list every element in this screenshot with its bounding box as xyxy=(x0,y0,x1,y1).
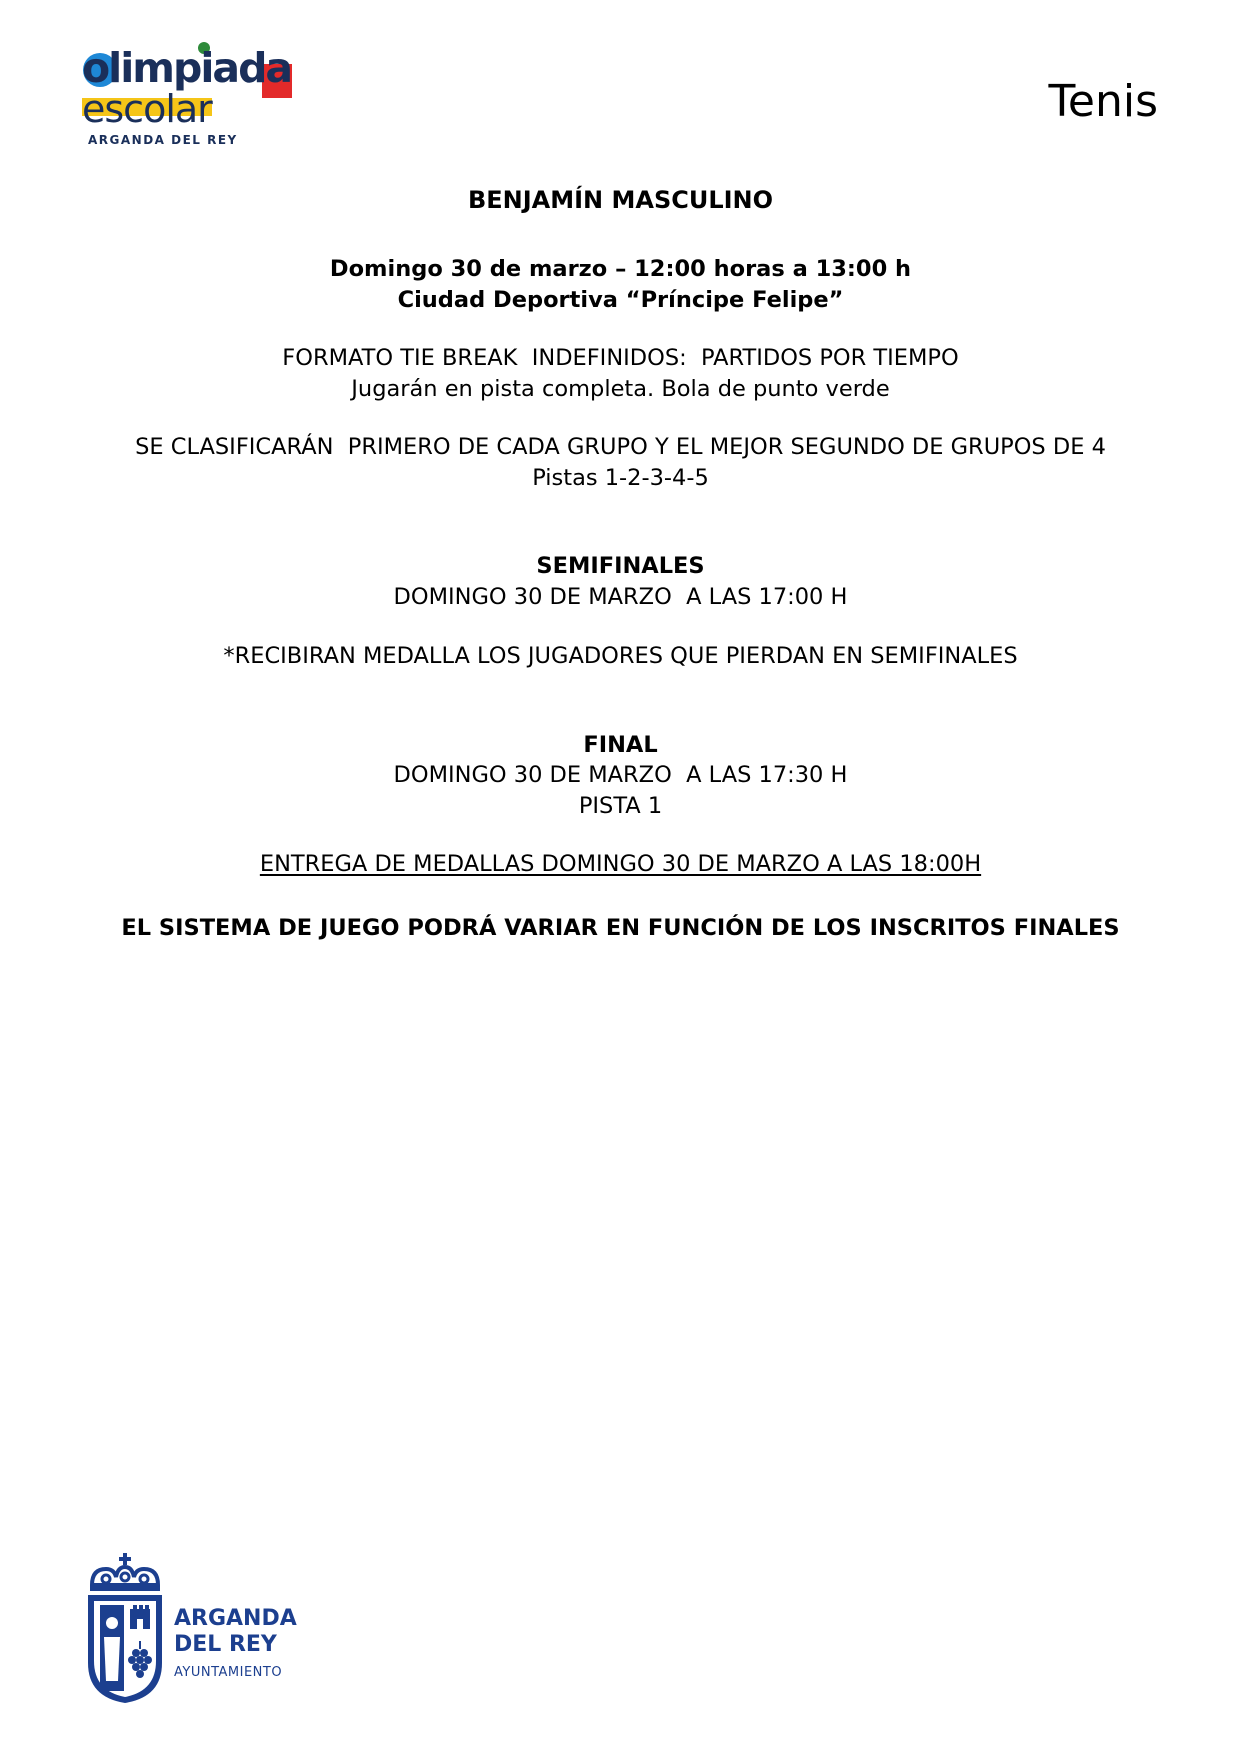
semifinals-note: *RECIBIRAN MEDALLA LOS JUGADORES QUE PIERDAN EN SEMIFINALES xyxy=(223,643,1018,669)
category-heading: BENJAMÍN MASCULINO xyxy=(467,186,774,214)
final-schedule: DOMINGO 30 DE MARZO A LAS 17:30 H xyxy=(393,762,848,788)
final-heading: FINAL xyxy=(583,732,658,758)
logo-word-escolar: escolar xyxy=(82,87,212,131)
logo-place: ARGANDA DEL REY xyxy=(88,133,238,147)
court-info-text: Jugarán en pista completa. Bola de punto verde xyxy=(351,376,890,402)
olimpiada-escolar-logo xyxy=(82,42,332,152)
medal-ceremony: ENTREGA DE MEDALLAS DOMINGO 30 DE MARZO A LAS 18:00H xyxy=(259,851,982,877)
date-time: Domingo 30 de marzo – 12:00 horas a 13:00 h xyxy=(329,256,912,282)
final-court: PISTA 1 xyxy=(578,793,663,819)
footer-logo-line2: DEL REY xyxy=(174,1632,277,1657)
semifinals-heading: SEMIFINALES xyxy=(536,553,705,579)
format-text: FORMATO TIE BREAK INDEFINIDOS: PARTIDOS POR TIEMPO xyxy=(282,345,959,371)
qualification-text: SE CLASIFICARÁN PRIMERO DE CADA GRUPO Y EL MEJOR SEGUNDO DE GRUPOS DE 4 xyxy=(135,434,1106,460)
disclaimer: EL SISTEMA DE JUEGO PODRÁ VARIAR EN FUNCIÓN DE LOS INSCRITOS FINALES xyxy=(121,915,1120,941)
ayuntamiento-logo xyxy=(86,1553,326,1703)
logo-word-olimpiada: olimpiada xyxy=(82,44,292,92)
page-title: Tenis xyxy=(1048,76,1158,127)
footer-logo-line3: AYUNTAMIENTO xyxy=(174,1665,283,1680)
venue: Ciudad Deportiva “Príncipe Felipe” xyxy=(397,287,844,313)
semifinals-schedule: DOMINGO 30 DE MARZO A LAS 17:00 H xyxy=(393,584,848,610)
courts-text: Pistas 1-2-3-4-5 xyxy=(532,465,709,491)
footer-logo-line1: ARGANDA xyxy=(174,1606,297,1631)
